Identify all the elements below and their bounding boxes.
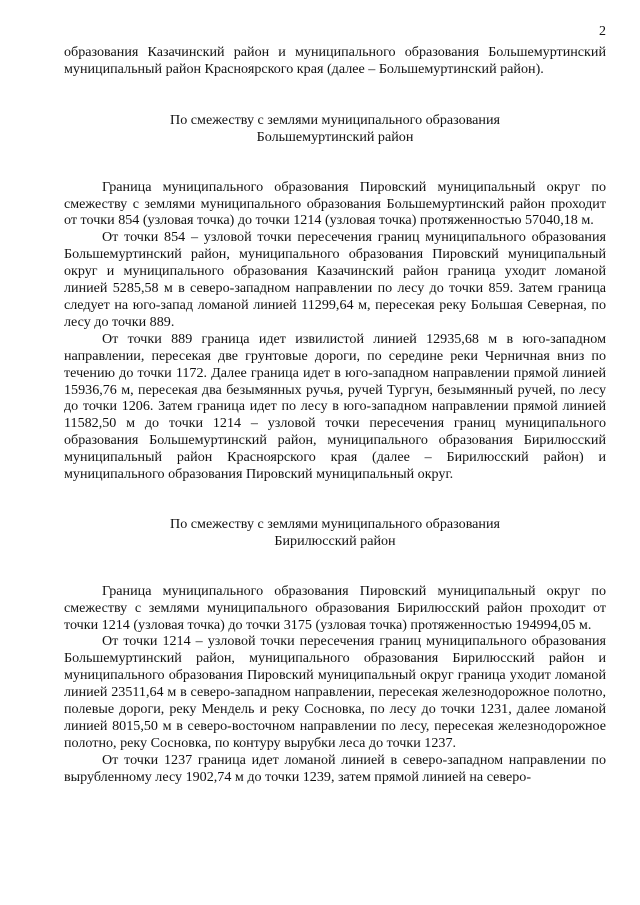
section-heading-line1: По смежеству с землями муниципального образования	[170, 515, 500, 532]
section-heading-line1: По смежеству с землями муниципального образования	[170, 111, 500, 128]
body-paragraph: От точки 889 граница идет извилистой линией 12935,68 м в юго-западном направлении, пересекая две грунтовые дороги, по середине реки Черничная вниз по течению до точки 1172. Далее граница идет в юго-западном направлении прямой линией 15936,76 м, пересекая два безымянных ручья, ручей Тургун, безымянный ручей, по лесу до точки 1206. Затем граница идет по лесу в юго-западном направлении прямой линией 11582,50 м до точки 1214 – узловой точки пересечения границ муниципального образования Большемуртинский район, муниципального образования Бирилюсский муниципальный район Красноярского края (далее – Бирилюсский район) и муниципального образования Пировский муниципальный округ.	[64, 330, 606, 483]
body-paragraph: От точки 1237 граница идет ломаной линией в северо-западном направлении по вырубленному лесу 1902,74 м до точки 1239, затем прямой линией на северо-	[64, 751, 606, 785]
intro-paragraph: образования Казачинский район и муниципального образования Большемуртинский муниципальный район Красноярского края (далее – Большемуртинский район).	[64, 44, 606, 77]
body-paragraph: От точки 854 – узловой точки пересечения границ муниципального образования Большемуртинский район, муниципального образования Пировский муниципальный округ и муниципального образования Казачинский район граница уходит ломаной линией 5285,58 м в северо-западном направлении по лесу до точки 859. Затем граница следует на юго-запад ломаной линией 11299,64 м, пересекая реку Большая Северная, по лесу до точки 889.	[64, 229, 606, 330]
page-number: 2	[599, 24, 606, 39]
spacer	[64, 550, 606, 583]
body-paragraph: Граница муниципального образования Пировский муниципальный округ по смежеству с землями муниципального образования Большемуртинский район проходит от точки 854 (узловая точка) до точки 1214 (узловая точка) протяженностью 57040,18 м.	[64, 178, 606, 229]
spacer	[64, 483, 606, 516]
section-heading-line2: Бирилюсский район	[274, 532, 396, 549]
body-paragraph: Граница муниципального образования Пировский муниципальный округ по смежеству с землями муниципального образования Бирилюсский район проходит от точки 1214 (узловая точка) до точки 3175 (узловая точка) протяженностью 194994,05 м.	[64, 582, 606, 633]
body-paragraph: От точки 1214 – узловой точки пересечения границ муниципального образования Большемуртинский район, муниципального образования Бирилюсский район и муниципального образования Пировский муниципальный округ граница уходит ломаной линией 23511,64 м в северо-западном направлении, пересекая железнодорожное полотно, полевые дороги, реку Мендель и реку Сосновка, по лесу до точки 1231, далее ломаной линией 8015,50 м в северо-восточном направлении по лесу, пересекая железнодорожное полотно, реку Сосновка, по контуру вырубки леса до точки 1237.	[64, 633, 606, 751]
section-heading-line2: Большемуртинский район	[256, 128, 414, 145]
spacer	[64, 146, 606, 179]
spacer	[64, 78, 606, 112]
